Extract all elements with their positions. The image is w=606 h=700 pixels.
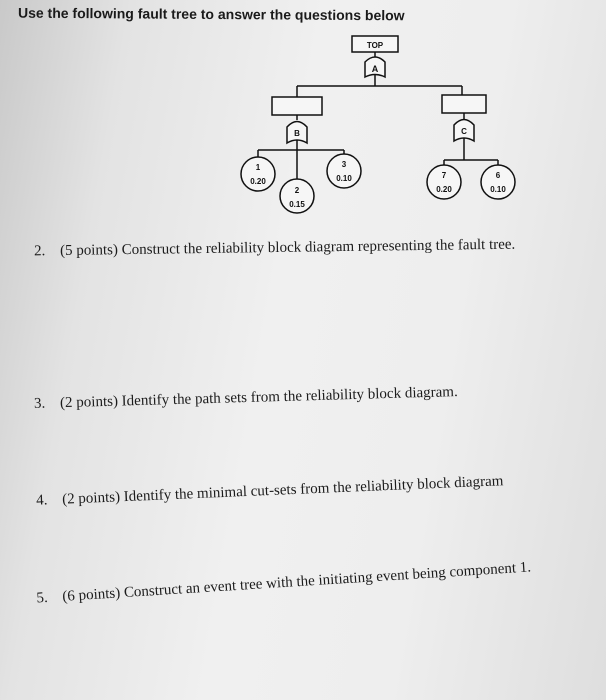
- question-text: (2 points) Identify the path sets from the reliability block diagram.: [59, 384, 458, 412]
- event-7-id: 7: [441, 171, 447, 180]
- question-number: 5.: [35, 589, 49, 607]
- gate-a-label: A: [371, 64, 379, 74]
- question-5: [36, 559, 532, 607]
- question-text: (6 points) Construct an event tree with the initiating event being component 1.: [61, 559, 532, 605]
- event-2-id: 2: [294, 186, 300, 195]
- gate-c-label: C: [461, 127, 467, 136]
- question-text: (2 points) Identify the minimal cut-sets from the reliability block diagram: [61, 473, 504, 508]
- event-3-id: 3: [341, 160, 347, 169]
- question-2: [34, 237, 515, 261]
- top-event-label: TOP: [366, 41, 384, 50]
- event-7-prob: 0.20: [436, 185, 452, 194]
- fault-tree-diagram: [0, 0, 606, 230]
- event-6-prob: 0.10: [490, 185, 506, 194]
- question-text: (5 points) Construct the reliability block diagram representing the fault tree.: [59, 236, 516, 259]
- event-1-id: 1: [255, 163, 261, 172]
- question-number: 2.: [33, 243, 46, 260]
- question-number: 4.: [35, 492, 48, 509]
- event-3-prob: 0.10: [336, 174, 352, 183]
- gate-b-label: B: [294, 129, 300, 138]
- question-4: [36, 473, 504, 510]
- intermediate-box-right: [442, 95, 486, 113]
- event-2-prob: 0.15: [289, 200, 305, 209]
- event-6-id: 6: [495, 171, 501, 180]
- question-3: [34, 384, 458, 413]
- event-1-prob: 0.20: [250, 177, 266, 186]
- intermediate-box-left: [272, 97, 322, 115]
- question-number: 3.: [33, 395, 46, 412]
- page-heading: Use the following fault tree to answer the questions below: [17, 4, 405, 24]
